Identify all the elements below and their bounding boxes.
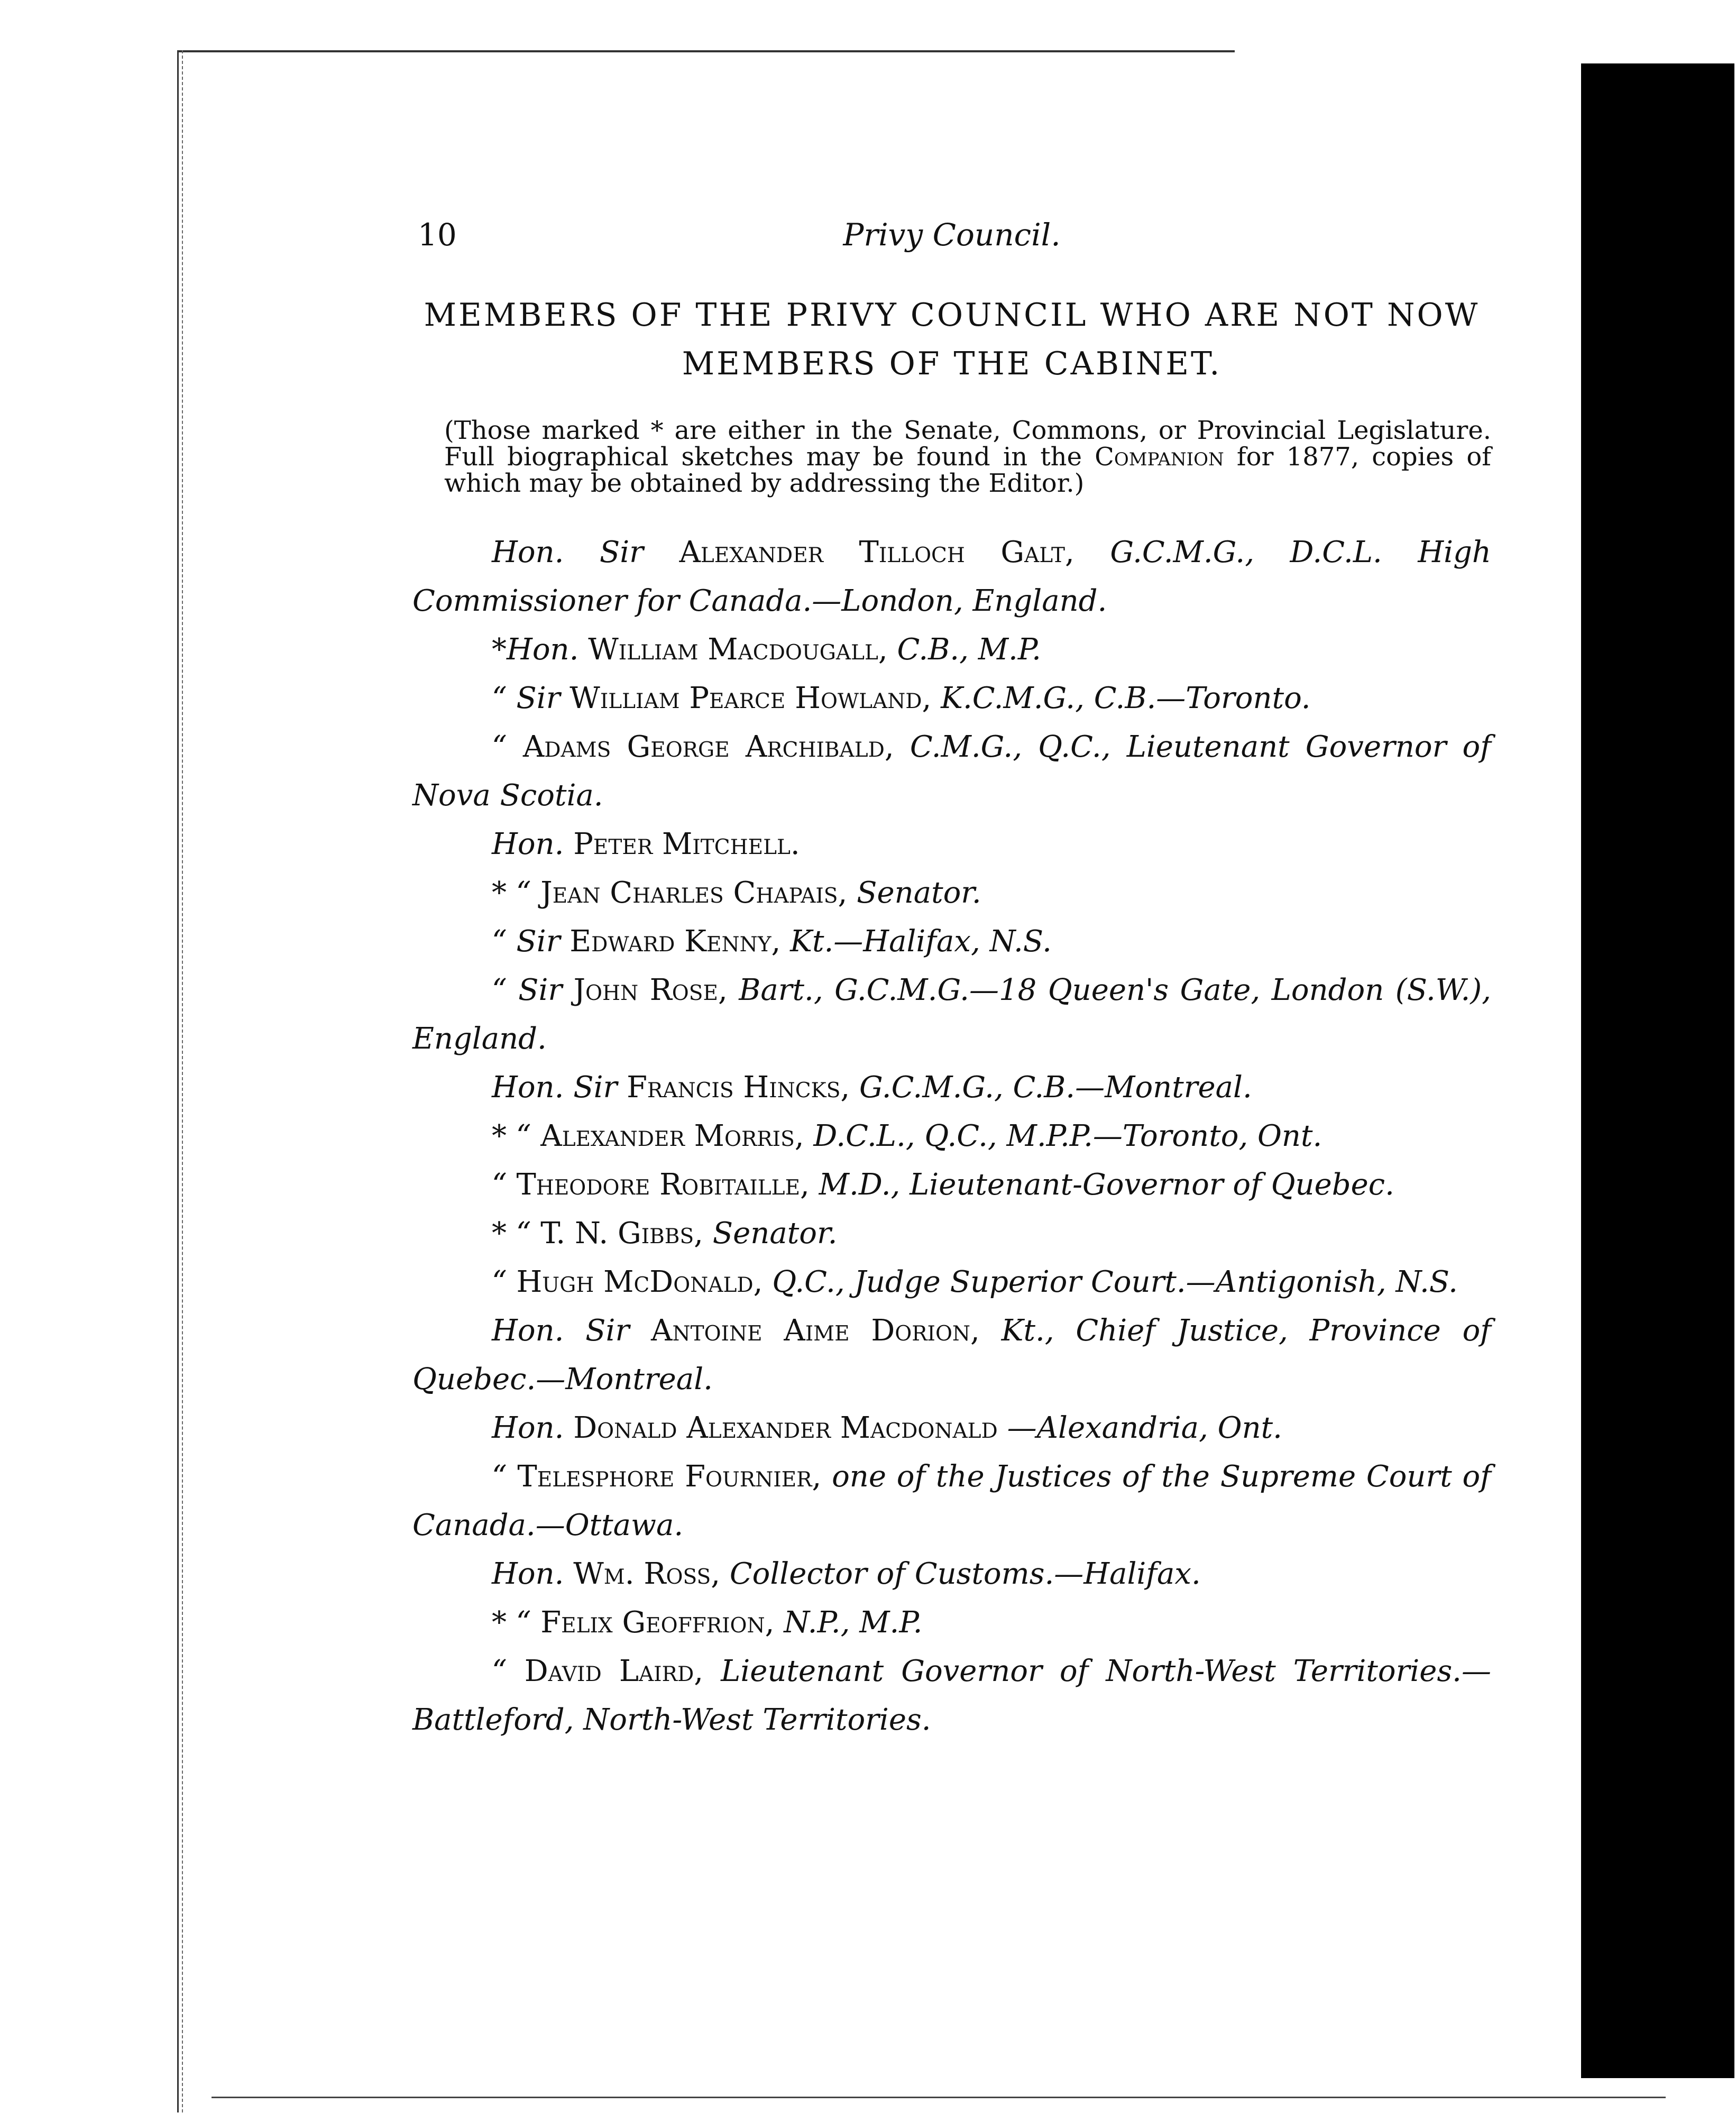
member-entry bbox=[412, 966, 1491, 1063]
member-detail: one of the Justices of the Supreme Court of Canada.—Ottawa. bbox=[412, 1459, 1491, 1542]
member-name: Francis Hincks, bbox=[627, 1070, 850, 1105]
member-entry bbox=[412, 1063, 1491, 1112]
running-head bbox=[412, 217, 1491, 259]
entry-title-prefix: * “ bbox=[492, 876, 531, 910]
section-heading bbox=[412, 291, 1491, 388]
member-name: T. N. Gibbs, bbox=[540, 1216, 703, 1251]
member-entry bbox=[412, 1453, 1491, 1550]
member-detail: Lieutenant Governor of North-West Territories.—Battleford, North-West Territories. bbox=[412, 1654, 1491, 1737]
member-entry bbox=[412, 1209, 1491, 1258]
member-name: William Pearce Howland, bbox=[570, 681, 932, 715]
member-entry bbox=[412, 1599, 1491, 1647]
member-entry bbox=[412, 1161, 1491, 1209]
member-name: Alexander Morris, bbox=[540, 1119, 804, 1153]
scan-border-bottom bbox=[212, 2097, 1666, 2098]
member-detail: Senator. bbox=[857, 876, 981, 910]
member-detail: M.D., Lieutenant-Governor of Quebec. bbox=[819, 1168, 1394, 1202]
member-detail: G.C.M.G., D.C.L. High Commissioner for Canada.—London, England. bbox=[412, 535, 1491, 618]
member-list bbox=[412, 528, 1491, 1744]
member-name: John Rose, bbox=[573, 973, 728, 1007]
member-detail: K.C.M.G., C.B.—Toronto. bbox=[941, 681, 1311, 715]
member-name: Edward Kenny, bbox=[570, 924, 781, 959]
member-detail: N.P., M.P. bbox=[784, 1605, 923, 1640]
member-entry bbox=[412, 723, 1491, 820]
member-detail: G.C.M.G., C.B.—Montreal. bbox=[859, 1070, 1252, 1105]
page-edge-shadow bbox=[1581, 63, 1734, 2078]
note-before: (Those marked * are either in the Senate, Commons, or Provincial Legislature. Full biographical sketches may be found in the bbox=[444, 416, 1491, 472]
entry-title-prefix: “ bbox=[492, 730, 507, 764]
member-entry bbox=[412, 1112, 1491, 1161]
entry-title-prefix: * “ bbox=[492, 1119, 531, 1153]
explanatory-note bbox=[412, 417, 1491, 497]
member-detail: C.M.G., Q.C., Lieutenant Governor of Nova Scotia. bbox=[412, 730, 1491, 813]
entry-title-prefix: Hon. bbox=[492, 1557, 564, 1591]
entry-title-prefix: “ Sir bbox=[492, 681, 561, 715]
entry-title-prefix: * “ bbox=[492, 1216, 531, 1251]
page-body bbox=[412, 217, 1491, 1744]
member-name: Theodore Robitaille, bbox=[516, 1168, 810, 1202]
member-detail: —Alexandria, Ont. bbox=[1007, 1411, 1282, 1445]
entry-title-prefix: “ bbox=[492, 1168, 507, 1202]
member-name: Antoine Aime Dorion, bbox=[651, 1313, 980, 1348]
member-entry bbox=[412, 1307, 1491, 1404]
note-companion: Companion bbox=[1095, 442, 1224, 472]
member-entry bbox=[412, 820, 1491, 869]
entry-title-prefix: Hon. bbox=[492, 827, 564, 861]
member-detail: Q.C., Judge Superior Court.—Antigonish, N.S. bbox=[772, 1265, 1458, 1299]
entry-title-prefix: “ bbox=[492, 1654, 507, 1688]
scan-border-top bbox=[177, 50, 1235, 52]
member-name: William Macdougall, bbox=[588, 632, 888, 667]
member-entry bbox=[412, 869, 1491, 917]
member-entry bbox=[412, 1404, 1491, 1453]
member-name: Telesphore Fournier, bbox=[517, 1459, 822, 1494]
note-after: for 1877, copies of which may be obtained by addressing the Editor.) bbox=[444, 442, 1491, 498]
member-name: Wm. Ross, bbox=[573, 1557, 721, 1591]
member-name: Jean Charles Chapais, bbox=[540, 876, 848, 910]
member-detail: Senator. bbox=[712, 1216, 838, 1251]
entry-title-prefix: “ bbox=[492, 1265, 507, 1299]
member-entry bbox=[412, 626, 1491, 674]
member-detail: Kt.—Halifax, N.S. bbox=[790, 924, 1052, 959]
member-entry bbox=[412, 1550, 1491, 1599]
entry-title-prefix: Hon. Sir bbox=[492, 535, 644, 569]
member-name: Alexander Tilloch Galt, bbox=[679, 535, 1074, 569]
entry-title-prefix: Hon. bbox=[492, 1411, 564, 1445]
entry-title-prefix: Hon. Sir bbox=[492, 1313, 630, 1348]
member-name: David Laird, bbox=[524, 1654, 704, 1688]
heading-line-1: MEMBERS OF THE PRIVY COUNCIL WHO ARE NOT NOW bbox=[424, 297, 1480, 334]
member-name: Hugh McDonald, bbox=[516, 1265, 763, 1299]
member-detail: D.C.L., Q.C., M.P.P.—Toronto, Ont. bbox=[813, 1119, 1322, 1153]
member-entry bbox=[412, 1647, 1491, 1744]
member-name: Adams George Archibald, bbox=[522, 730, 894, 764]
scan-border-left bbox=[177, 50, 183, 2112]
member-detail: Bart., G.C.M.G.—18 Queen's Gate, London (S.W.), England. bbox=[412, 973, 1491, 1056]
page-number: 10 bbox=[418, 217, 457, 253]
member-name: Felix Geoffrion, bbox=[540, 1605, 775, 1640]
entry-title-prefix: “ bbox=[492, 1459, 507, 1494]
heading-line-2: MEMBERS OF THE CABINET. bbox=[682, 345, 1222, 382]
entry-title-prefix: “ Sir bbox=[492, 973, 563, 1007]
member-detail: C.B., M.P. bbox=[897, 632, 1041, 667]
member-name: Peter Mitchell. bbox=[573, 827, 800, 861]
entry-title-prefix: Hon. Sir bbox=[492, 1070, 618, 1105]
entry-title-prefix: “ Sir bbox=[492, 924, 561, 959]
member-entry bbox=[412, 674, 1491, 723]
member-name: Donald Alexander Macdonald bbox=[573, 1411, 998, 1445]
member-detail: Kt., Chief Justice, Province of Quebec.—Montreal. bbox=[412, 1313, 1492, 1397]
member-detail: Collector of Customs.—Halifax. bbox=[729, 1557, 1201, 1591]
member-entry bbox=[412, 917, 1491, 966]
member-entry bbox=[412, 1258, 1491, 1307]
entry-title-prefix: *Hon. bbox=[492, 632, 579, 667]
member-entry bbox=[412, 528, 1491, 626]
entry-title-prefix: * “ bbox=[492, 1605, 531, 1640]
running-title: Privy Council. bbox=[843, 217, 1061, 253]
